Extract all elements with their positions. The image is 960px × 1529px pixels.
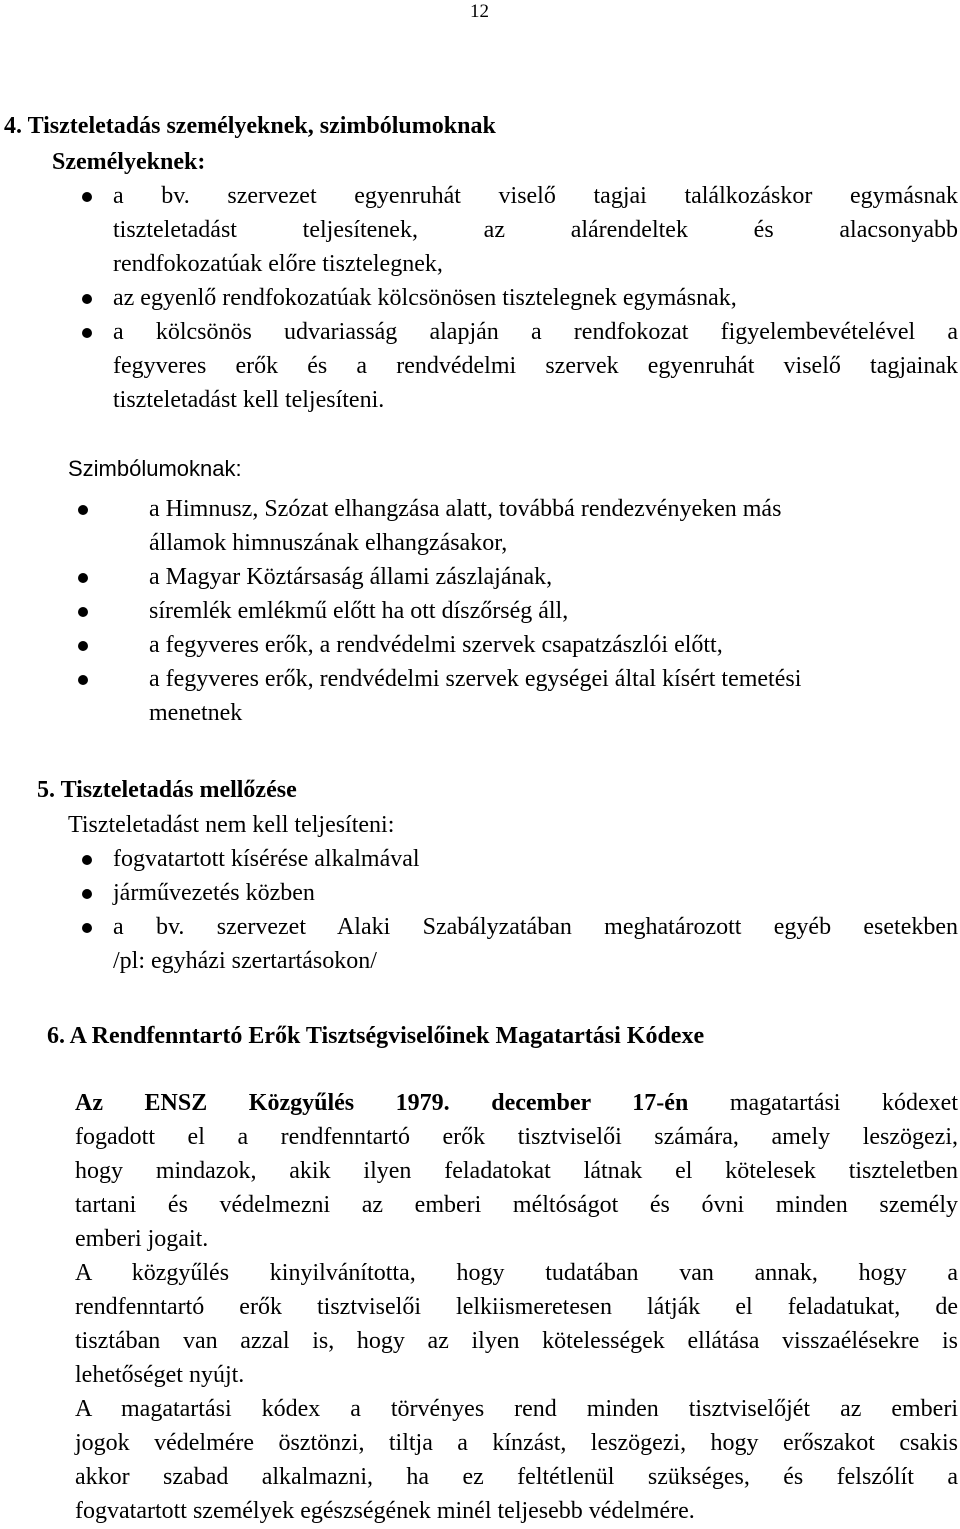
symbols-list — [149, 492, 939, 730]
page-number: 12 — [470, 1, 489, 22]
list-item — [149, 594, 939, 628]
list-item-line: fegyveres erők és a rendvédelmi szervek egyenruhát viselő tagjainak — [113, 353, 958, 379]
omission-list — [113, 842, 958, 978]
list-item — [149, 492, 939, 560]
list-item — [113, 281, 958, 315]
list-item-line: rendfokozatúak előre tisztelegnek, — [113, 251, 443, 277]
list-item-line: tiszteletadást teljesítenek, az alárendeltek és alacsonyabb — [113, 217, 958, 243]
bullet-icon — [78, 573, 88, 583]
paragraph-line: fogvatartott személyek egészségének minél teljesebb védelmére. — [75, 1498, 695, 1524]
persons-label: Személyeknek: — [52, 149, 206, 175]
highlighted-text: Az ENSZ Közgyűlés 1979. december 17-én — [75, 1090, 689, 1116]
list-item-line: a bv. szervezet egyenruhát viselő tagjai találkozáskor egymásnak — [113, 183, 958, 209]
list-item-line: járművezetés közben — [113, 880, 315, 906]
list-item-line: a Magyar Köztársaság állami zászlajának, — [149, 564, 553, 590]
section-6-body — [75, 1086, 958, 1528]
paragraph-line — [75, 1086, 958, 1120]
list-item-line: államok himnuszának elhangzásakor, — [149, 530, 508, 556]
bullet-icon — [82, 328, 92, 338]
list-item-line: a fegyveres erők, rendvédelmi szervek egységei által kísért temetési — [149, 666, 802, 692]
bullet-icon — [82, 192, 92, 202]
paragraph-line: fogadott el a rendfenntartó erők tisztviselői számára, amely leszögezi, — [75, 1124, 958, 1150]
list-item — [149, 662, 939, 730]
bullet-icon — [82, 889, 92, 899]
list-item — [113, 842, 958, 876]
list-item — [149, 560, 939, 594]
paragraph-line: lehetőséget nyújt. — [75, 1362, 245, 1388]
paragraph-line: A közgyűlés kinyilvánította, hogy tudatában van annak, hogy a — [75, 1260, 958, 1286]
paragraph-line: A magatartási kódex a törvényes rend minden tisztviselőjét az emberi — [75, 1396, 958, 1422]
list-item-line: a Himnusz, Szózat elhangzása alatt, továbbá rendezvényeken más — [149, 496, 782, 522]
bullet-icon — [82, 294, 92, 304]
paragraph — [75, 1392, 958, 1528]
symbols-label: Szimbólumoknak: — [68, 456, 242, 481]
paragraph-line: hogy mindazok, akik ilyen feladatokat látnak el kötelesek tiszteletben — [75, 1158, 958, 1184]
bullet-icon — [82, 923, 92, 933]
list-item-line: fogvatartott kísérése alkalmával — [113, 846, 420, 872]
list-item-line: tiszteletadást kell teljesíteni. — [113, 387, 385, 413]
bullet-icon — [82, 855, 92, 865]
list-item-line: síremlék emlékmű előtt ha ott díszőrség áll, — [149, 598, 569, 624]
list-item — [149, 628, 939, 662]
section-5-heading: 5. Tiszteletadás mellőzése — [37, 777, 297, 803]
list-item — [113, 179, 958, 281]
paragraph-line: akkor szabad alkalmazni, ha ez feltétlenül szükséges, és felszólít a — [75, 1464, 958, 1490]
section-5-intro: Tiszteletadást nem kell teljesíteni: — [68, 812, 395, 838]
paragraph-line: tartani és védelmezni az emberi méltóságot és óvni minden személy — [75, 1192, 958, 1218]
list-item-line: menetnek — [149, 700, 243, 726]
bullet-icon — [78, 505, 88, 515]
paragraph-line: tisztában van azzal is, hogy az ilyen kötelességek ellátása visszaélésekre is — [75, 1328, 958, 1354]
section-6-heading: 6. A Rendfenntartó Erők Tisztségviselőinek Magatartási Kódexe — [47, 1023, 705, 1049]
paragraph-text: magatartási kódexet — [729, 1090, 959, 1116]
list-item-line: a fegyveres erők, a rendvédelmi szervek csapatzászlói előtt, — [149, 632, 723, 658]
bullet-icon — [78, 675, 88, 685]
paragraph — [75, 1256, 958, 1392]
paragraph-line: rendfenntartó erők tisztviselői lelkiismeretesen látják el feladatukat, de — [75, 1294, 958, 1320]
section-4-heading: 4. Tiszteletadás személyeknek, szimbólumoknak — [4, 113, 496, 139]
list-item — [113, 910, 958, 978]
bullet-icon — [78, 607, 88, 617]
list-item — [113, 876, 958, 910]
list-item — [113, 315, 958, 417]
paragraph — [75, 1086, 958, 1256]
list-item-line: az egyenlő rendfokozatúak kölcsönösen tisztelegnek egymásnak, — [113, 285, 737, 311]
paragraph-line: jogok védelmére ösztönzi, tiltja a kínzást, leszögezi, hogy erőszakot csakis — [75, 1430, 958, 1456]
bullet-icon — [78, 641, 88, 651]
list-item-line: a kölcsönös udvariasság alapján a rendfokozat figyelembevételével a — [113, 319, 958, 345]
list-item-line: a bv. szervezet Alaki Szabályzatában meghatározott egyéb esetekben — [113, 914, 958, 940]
paragraph-line: emberi jogait. — [75, 1226, 209, 1252]
persons-list — [113, 179, 958, 417]
list-item-line: /pl: egyházi szertartásokon/ — [113, 948, 377, 974]
